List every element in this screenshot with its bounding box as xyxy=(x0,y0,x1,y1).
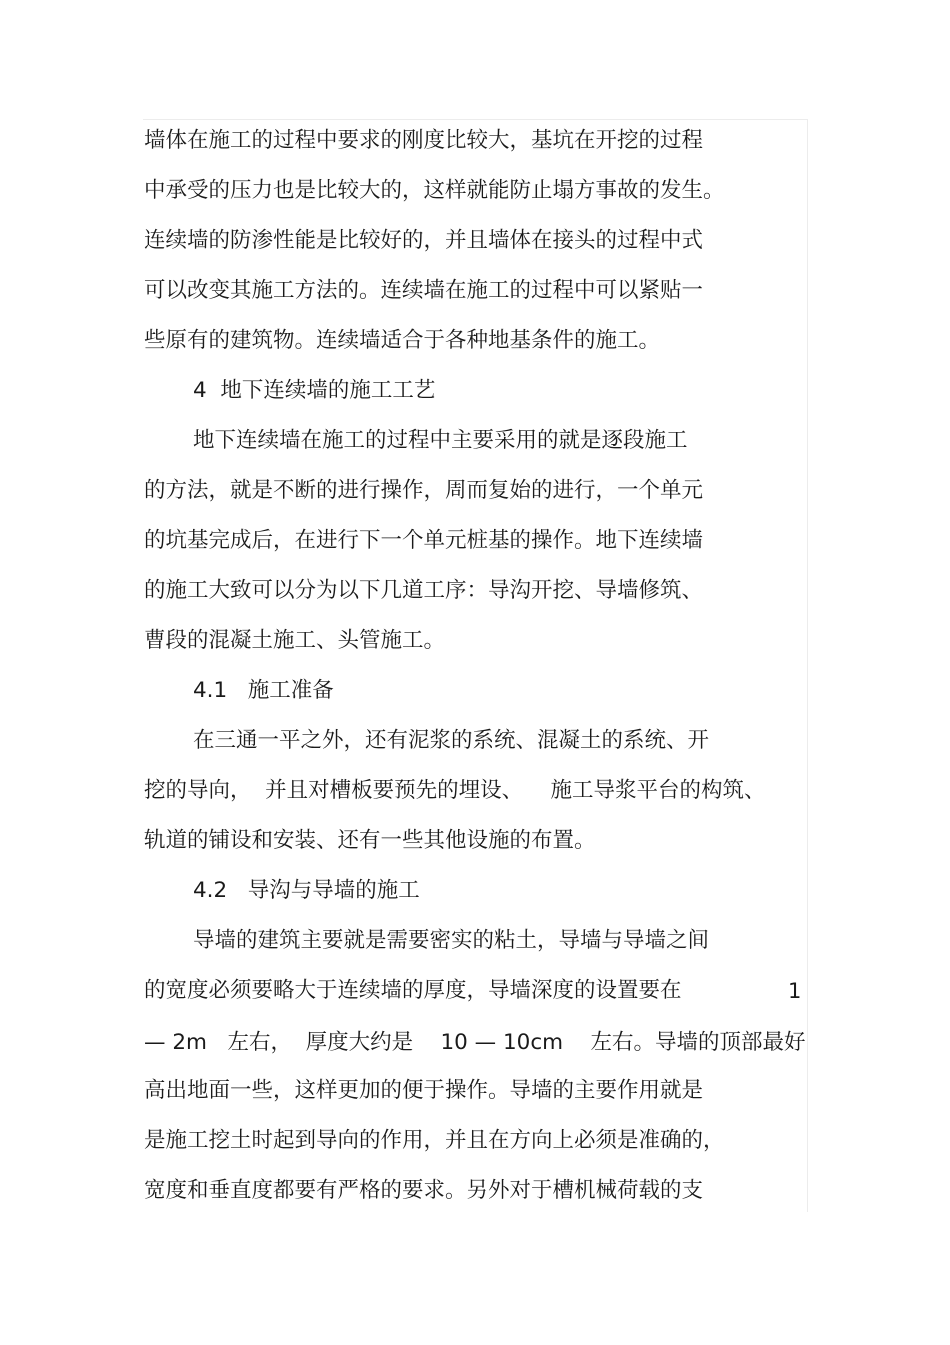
text-line: 高出地面一些，这样更加的便于操作。导墙的主要作用就是 xyxy=(144,1078,704,1103)
text-line: 是施工挖土时起到导向的作用，并且在方向上必须是准确的， xyxy=(144,1128,725,1153)
text-line: 轨道的铺设和安装、还有一些其他设施的布置。 xyxy=(144,828,596,853)
text-line: 中承受的压力也是比较大的，这样就能防止塌方事故的发生。 xyxy=(144,178,725,203)
text-line: 在三通一平之外，还有泥浆的系统、混凝土的系统、开 xyxy=(193,728,710,753)
text-line: 的施工大致可以分为以下几道工序：导沟开挖、导墙修筑、 xyxy=(144,578,704,603)
text-line: 挖的导向， 并且对槽板要预先的埋设、 施工导浆平台的构筑、 xyxy=(144,778,766,803)
section-heading-4-1: 4.1 施工准备 xyxy=(193,678,334,703)
text-line: 的坑基完成后，在进行下一个单元桩基的操作。地下连续墙 xyxy=(144,528,704,553)
section-heading-4-2: 4.2 导沟与导墙的施工 xyxy=(193,878,420,903)
text-line: 的方法，就是不断的进行操作，周而复始的进行，一个单元 xyxy=(144,478,704,503)
text-line: 墙体在施工的过程中要求的刚度比较大，基坑在开挖的过程 xyxy=(144,128,704,153)
section-heading-4: 4 地下连续墙的施工工艺 xyxy=(193,378,436,403)
text-line: 的宽度必须要略大于连续墙的厚度，导墙深度的设置要在 xyxy=(144,978,682,1003)
text-line: 导墙的建筑主要就是需要密实的粘土，导墙与导墙之间 xyxy=(193,928,710,953)
trailing-number: 1 xyxy=(788,979,802,1003)
text-line: 地下连续墙在施工的过程中主要采用的就是逐段施工 xyxy=(193,428,688,453)
text-line: 宽度和垂直度都要有严格的要求。另外对于槽机械荷载的支 xyxy=(144,1178,704,1203)
text-line: 曹段的混凝土施工、头管施工。 xyxy=(144,628,446,653)
text-line: 些原有的建筑物。连续墙适合于各种地基条件的施工。 xyxy=(144,328,661,353)
text-line: 连续墙的防渗性能是比较好的，并且墙体在接头的过程中式 xyxy=(144,228,704,253)
text-line: 可以改变其施工方法的。连续墙在施工的过程中可以紧贴一 xyxy=(144,278,704,303)
text-line: — 2m 左右， 厚度大约是 10 — 10cm 左右。导墙的顶部最好 xyxy=(144,1030,806,1055)
